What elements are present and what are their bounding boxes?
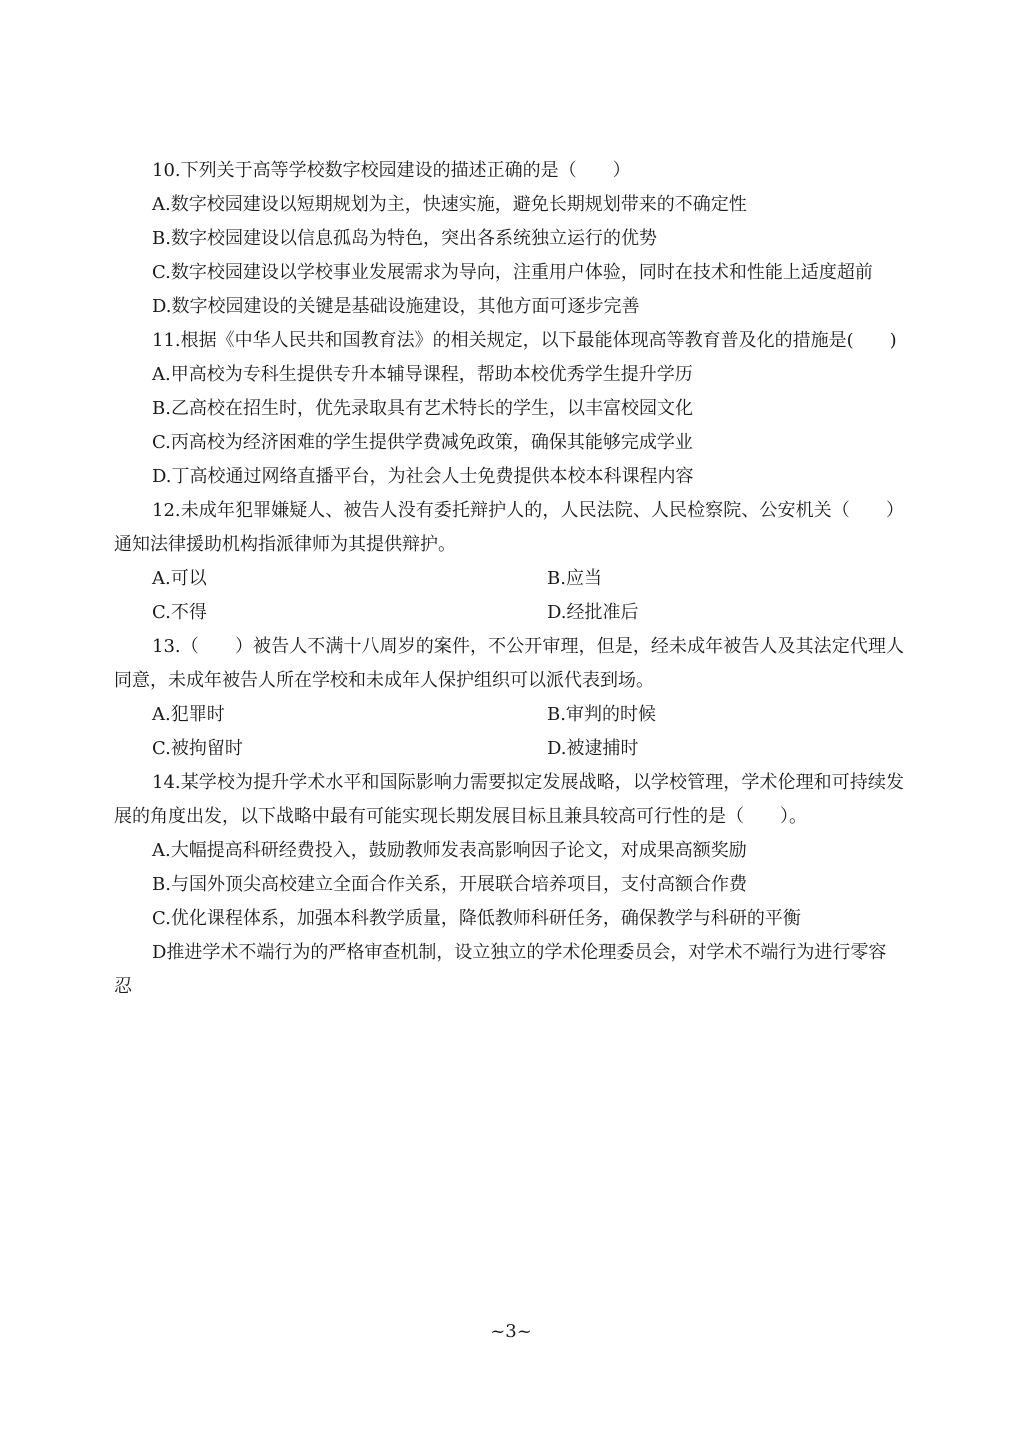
question-12-option-a: A.可以: [152, 568, 207, 589]
question-10-option-c: C.数字校园建设以学校事业发展需求为导向，注重用户体验，同时在技术和性能上适度超前: [152, 262, 873, 283]
question-13-option-d: D.被逮捕时: [547, 738, 639, 759]
question-10-option-b: B.数字校园建设以信息孤岛为特色，突出各系统独立运行的优势: [152, 228, 657, 249]
question-12-stem: 12.未成年犯罪嫌疑人、被告人没有委托辩护人的，人民法院、人民检察院、公安机关（ ）通知法律援助机构指派律师为其提供辩护。: [114, 500, 904, 555]
question-12-option-c: C.不得: [152, 602, 207, 623]
question-11-option-d: D.丁高校通过网络直播平台，为社会人士免费提供本校本科课程内容: [152, 466, 694, 487]
question-12-option-d: D.经批准后: [547, 602, 639, 623]
question-14-option-a: A.大幅提高科研经费投入，鼓励教师发表高影响因子论文，对成果高额奖励: [152, 840, 747, 861]
question-14-option-b: B.与国外顶尖高校建立全面合作关系，开展联合培养项目，支付高额合作费: [152, 874, 747, 895]
page-number: ~3~: [490, 1321, 532, 1342]
question-14-stem: 14.某学校为提升学术水平和国际影响力需要拟定发展战略，以学校管理，学术伦理和可持续发展的角度出发，以下战略中最有可能实现长期发展目标且兼具较高可行性的是（ ）。: [114, 772, 904, 827]
question-11-stem: 11.根据《中华人民共和国教育法》的相关规定，以下最能体现高等教育普及化的措施是( ): [152, 330, 897, 351]
question-14-option-c: C.优化课程体系，加强本科教学质量，降低教师科研任务，确保教学与科研的平衡: [152, 908, 801, 929]
question-10-option-d: D.数字校园建设的关键是基础设施建设，其他方面可逐步完善: [152, 296, 640, 317]
question-11-option-b: B.乙高校在招生时，优先录取具有艺术特长的学生，以丰富校园文化: [152, 398, 693, 419]
question-11-option-a: A.甲高校为专科生提供专升本辅导课程，帮助本校优秀学生提升学历: [152, 364, 693, 385]
question-13-option-a: A.犯罪时: [152, 704, 225, 725]
question-10-option-a: A.数字校园建设以短期规划为主，快速实施，避免长期规划带来的不确定性: [152, 194, 747, 215]
question-14-option-d: D推进学术不端行为的严格审查机制，设立独立的学术伦理委员会，对学术不端行为进行零容忍: [114, 942, 887, 997]
question-11-option-c: C.丙高校为经济困难的学生提供学费减免政策，确保其能够完成学业: [152, 432, 693, 453]
question-13-option-b: B.审判的时候: [547, 704, 656, 725]
question-13-option-c: C.被拘留时: [152, 738, 243, 759]
question-13-stem: 13.（ ）被告人不满十八周岁的案件，不公开审理，但是，经未成年被告人及其法定代理人同意，未成年被告人所在学校和未成年人保护组织可以派代表到场。: [114, 636, 904, 691]
question-12-option-b: B.应当: [547, 568, 602, 589]
question-list: [114, 154, 904, 1004]
question-13-options-row-1: [114, 698, 904, 732]
question-12-options-row-1: [114, 562, 904, 596]
question-12-options-row-2: [114, 596, 904, 630]
question-13-options-row-2: [114, 732, 904, 766]
question-10-stem: 10.下列关于高等学校数字校园建设的描述正确的是（ ）: [152, 160, 631, 181]
